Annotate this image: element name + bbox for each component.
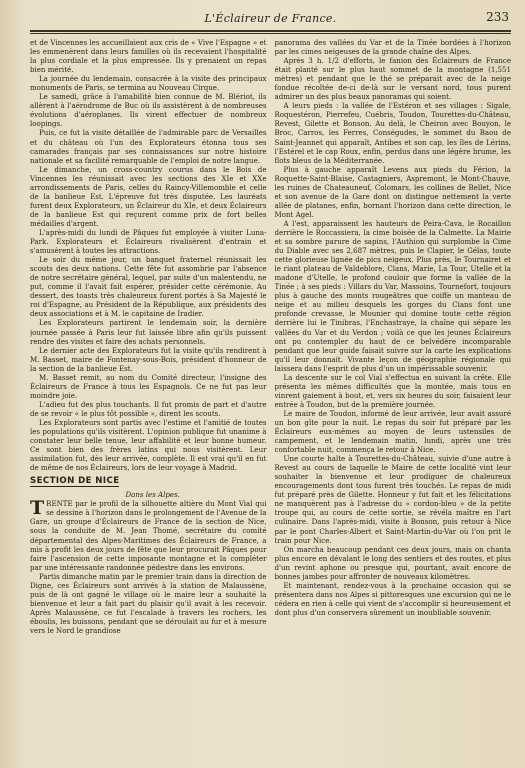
paragraph: La journée du lendemain, consacrée à la visite des principaux monuments de Paris, se termina au Nouveau Cirque. (30, 74, 267, 93)
header-rule (30, 30, 511, 32)
paragraph: Le dimanche, un cross-country courus dans le Bois de Vincennes les réunissait avec les sections des XIe et XXe arrondissements de Paris, celles du Raincy-Villemomble et celle de la banlieue Est. L'épreuve fut très disputée. Les lauréats furent deux Explorateurs, un Éclaireur du XIe, et deux Éclaireurs de la banlieue Est qui reçurent comme prix de fort belles médailles d'argent. (30, 164, 267, 228)
paragraph: Puis, ce fut la visite détaillée de l'admirable parc de Versailles et du château où l'un des Explorateurs étonna tous ses camarades français par ses connaissances sur notre histoire nationale et sa facilité remarquable de l'emploi de notre langue. (30, 128, 267, 165)
paragraph: Plus à gauche apparaît Levens aux pieds du Férion, la Roquette-Saint-Blaise, Castagniers, Aspremont, le Mont-Chauve, les ruines de Chateauneuf, Colomars, les collines de Bellet, Nice et son avenue de la Gare dont on distingue nettement la verte allée de platanes, enfin, bornant l'horizon dans cette direction, le Mont Agel. (274, 164, 511, 219)
drop-cap: T (30, 497, 45, 520)
paragraph: et de Vincennes les accueillaient aux cris de « Vive l'Espagne » et les emmenèrent dans leurs familles où ils recevaient l'hospitalité la plus cordiale et la plus empressée. Ils y prenaient un repas bien mérité. (30, 38, 267, 75)
paragraph: Les Explorateurs sont partis avec l'estime et l'amitié de toutes les populations qu'ils visitèrent. L'opinion publique fut unanime à constater leur belle tenue, leur affabilité et leur bonne humeur. Ce sont bien des frères latins qui nous visitèrent. Leur assimilation fut, dès leur arrivée, complète. Il est vrai qu'il en fut de même de nos Éclaireurs, lors de leur voyage à Madrid. (30, 417, 267, 473)
page-header (30, 10, 511, 32)
paragraph: A leurs pieds : la vallée de l'Estéron et ses villages : Sigale, Roquestéron, Pierrefeu, Cuébris, Toudon, Tourettes-du-Château, Revest, Gilette et Bonson. Au delà, le Cheiron avec Bouyon, le Broc, Carros, les Ferres, Conségudes, le sommet du Baou de Saint-Jeannet qui apparaît, Antibes et son cap, les îles de Lérins, l'Estérel et le cap Roux, enfin, perdus dans une légère brume, les flots bleus de la Méditerranée. (274, 101, 511, 165)
paragraph: Le soir du même jour, un banquet fraternel réunissait les scouts des deux nations. Cette fête fut assombrie par l'absence de notre secrétaire général, lequel, par suite d'un malentendu, ne put, comme il l'avait fait espérer, présider cette cérémonie. Au dessert, des toasts très chaleureux furent portés à Sa Majesté le roi d'Espagne, au Président de la République, aux présidents des deux associations et à M. le capitaine de Iradier. (30, 255, 267, 319)
left-column (30, 38, 267, 768)
page-number: 233 (486, 10, 509, 24)
section-heading: SECTION DE NICE (30, 476, 120, 487)
right-column (275, 38, 512, 768)
paragraph: A l'est, apparaissent les hauteurs de Peira-Cava, le Rocaillon derrière le Roccassiera, la cime boisée de la Calmette. La Mairie et sa sombre parure de sapins, l'Authion qui surplombe la Cime du Diable avec ses 2,687 mètres, puis le Clapier, le Gélas, toute cette glorieuse lignée de pics neigeux. Plus près, le Tournairet et le riant plateau de Valdeblore, Clans, Marie, La Tour, Utelle et la madone d'Utelle, le profond couloir que forme la vallée de la Tinée ; à ses pieds : Villars du Var, Massoins, Tournefort, toujours plus à gauche des monts rougeâtres que coiffe un manteau de neige et au milieu desquels les gorges du Cians font une profonde crevasse, le Mounier qui domine toute cette région derrière lui le Tinibras, l'Enchastraye, la chaîne qui sépare les vallées du Var et du Verdon ; voilà ce que les jeunes Éclaireurs ont pu contempler du haut de ce belvédère incomparable pendant que leur guide faisait suivre sur la carte les explications qu'il leur donnait. Vivante leçon de géographie régionale qui laissera dans l'esprit de plus d'un un impérissable souvenir. (274, 218, 511, 373)
paragraph: Une courte halte à Tourettes-du-Château, suivie d'une autre à Revest au cours de laquelle le Maire de cette localité vint leur souhaiter la bienvenue et leur prodiguer de chaleureux encouragements dont tous furent très touchés. Le repas de midi fut préparé près de Gilette. Honneur y fut fait et les félicitations ne manquèrent pas à l'adresse du « cordon-bleu » de la petite troupe qui, au cours de cette sortie, se révéla maître en l'art culinaire. Dans l'après-midi, visite à Bonson, puis retour à Nice par le pont Charles-Albert et Saint-Martin-du-Var où l'on prit le train pour Nice. (274, 454, 511, 545)
running-title: L'Éclaireur de France. (204, 12, 337, 25)
dateline: Dans les Alpes. (125, 490, 180, 500)
lead-paragraph (30, 499, 267, 571)
paragraph: Le maire de Toudon, informé de leur arrivée, leur avait assuré un bon gîte pour la nuit. Le repas du soir fut préparé par les Éclaireurs eux-mêmes au moyen de leurs ustensiles de campement, et le lendemain matin, lundi, après une très confortable nuit, commença le retour à Nice. (274, 408, 511, 455)
paragraph: Le dernier acte des Explorateurs fut la visite qu'ils rendirent à M. Basset, maire de Fontenay-sous-Bois, président d'honneur de la section de la banlieue Est. (30, 345, 267, 373)
paragraph: L'adieu fut des plus touchants. Il fut promis de part et d'autre de se revoir « le plus tôt possible », dirent les scouts. (30, 399, 267, 418)
paragraph: M. Basset remit, au nom du Comité directeur, l'insigne des Éclaireurs de France à tous les Espagnols. Ce ne fut pas leur moindre joie. (30, 372, 267, 400)
paragraph: Et maintenant, rendez-vous à la prochaine occasion qui se présentera dans nos Alpes si pittoresques une excursion qui ne le cédera en rien à celle qui vient de s'accomplir si heureusement et dont plus d'un conservera sûrement un inoubliable souvenir. (274, 580, 511, 617)
paragraph: Le samedi, grâce à l'amabilité bien connue de M. Blériot, ils allèrent à l'aérodrome de Buc où ils assistèrent à de nombreuses évolutions d'aéroplanes. Ils virent effectuer de nombreux loopings. (30, 92, 267, 129)
paragraph: On marcha beaucoup pendant ces deux jours, mais on chanta plus encore en dévalant le long des sentiers et des routes, et plus d'un revint aphone ou presque qui, pourtant, avait encore de bonnes jambes pour affronter de nouveaux kilomètres. (274, 544, 511, 581)
paragraph: Les Explorateurs partirent le lendemain soir, la dernière journée passée à Paris leur fut laissée libre afin qu'ils puissent rendre des visites et faire des achats personnels. (30, 318, 267, 346)
two-column-body (30, 38, 511, 768)
paragraph: La descente sur le col Vial s'effectua en suivant la crête. Elle présenta les mêmes difficultés que la montée, mais tous en vinrent gaiement à bout, et, vers six heures du soir, faisaient leur entrée à Toudon, but de la première journée. (274, 372, 511, 409)
lead-paragraph-text: RENTE par le profil de la silhouette altière du Mont Vial qui se dessine à l'horizon dans le prolongement de l'Avenue de la Gare, un groupe d'Éclaireurs de France de la section de Nice, sous la conduite de M. Jean Thomé, secrétaire du comité départemental des Alpes-Maritimes des Éclaireurs de France, a mis à profit les deux jours de fête que leur procurait Pâques pour faire l'ascension de cette imposante montagne et la compléter par une intéressante randonnée pédestre dans les environs. (30, 499, 267, 572)
paragraph: panorama des vallées du Var et de la Tinée bordées à l'horizon par les cimes neigeuses de la grande chaîne des Alpes. (274, 38, 511, 57)
paragraph: L'après-midi du lundi de Pâques fut employée à visiter Luna-Park. Explorateurs et Éclaireurs rivalisèrent d'entrain et s'amusèrent à toutes les attractions. (30, 227, 267, 256)
paragraph: Après 3 h. 1/2 d'efforts, le fanion des Éclaireurs de France était planté sur le plus haut sommet de la montagne (1,551 mètres) et pendant que le thé se préparait avec de la neige fondue récoltée de-ci de-là sur le versant nord, tous purent admirer un des plus beaux panoramas qui soient. (274, 56, 511, 102)
paragraph: Partis dimanche matin par le premier train dans la direction de Digne, ces Éclaireurs sont arrivés à la station de Malaussène, puis de là ont gagné le village où le maire leur a souhaité la bienvenue et leur a fait part du plaisir qu'il avait à les recevoir. Après Malaussène, ce fut l'escalade à travers les rochers, les éboulis, les buissons, pendant que se déroulait au fur et à mesure vers le Nord le grandiose (30, 571, 267, 635)
